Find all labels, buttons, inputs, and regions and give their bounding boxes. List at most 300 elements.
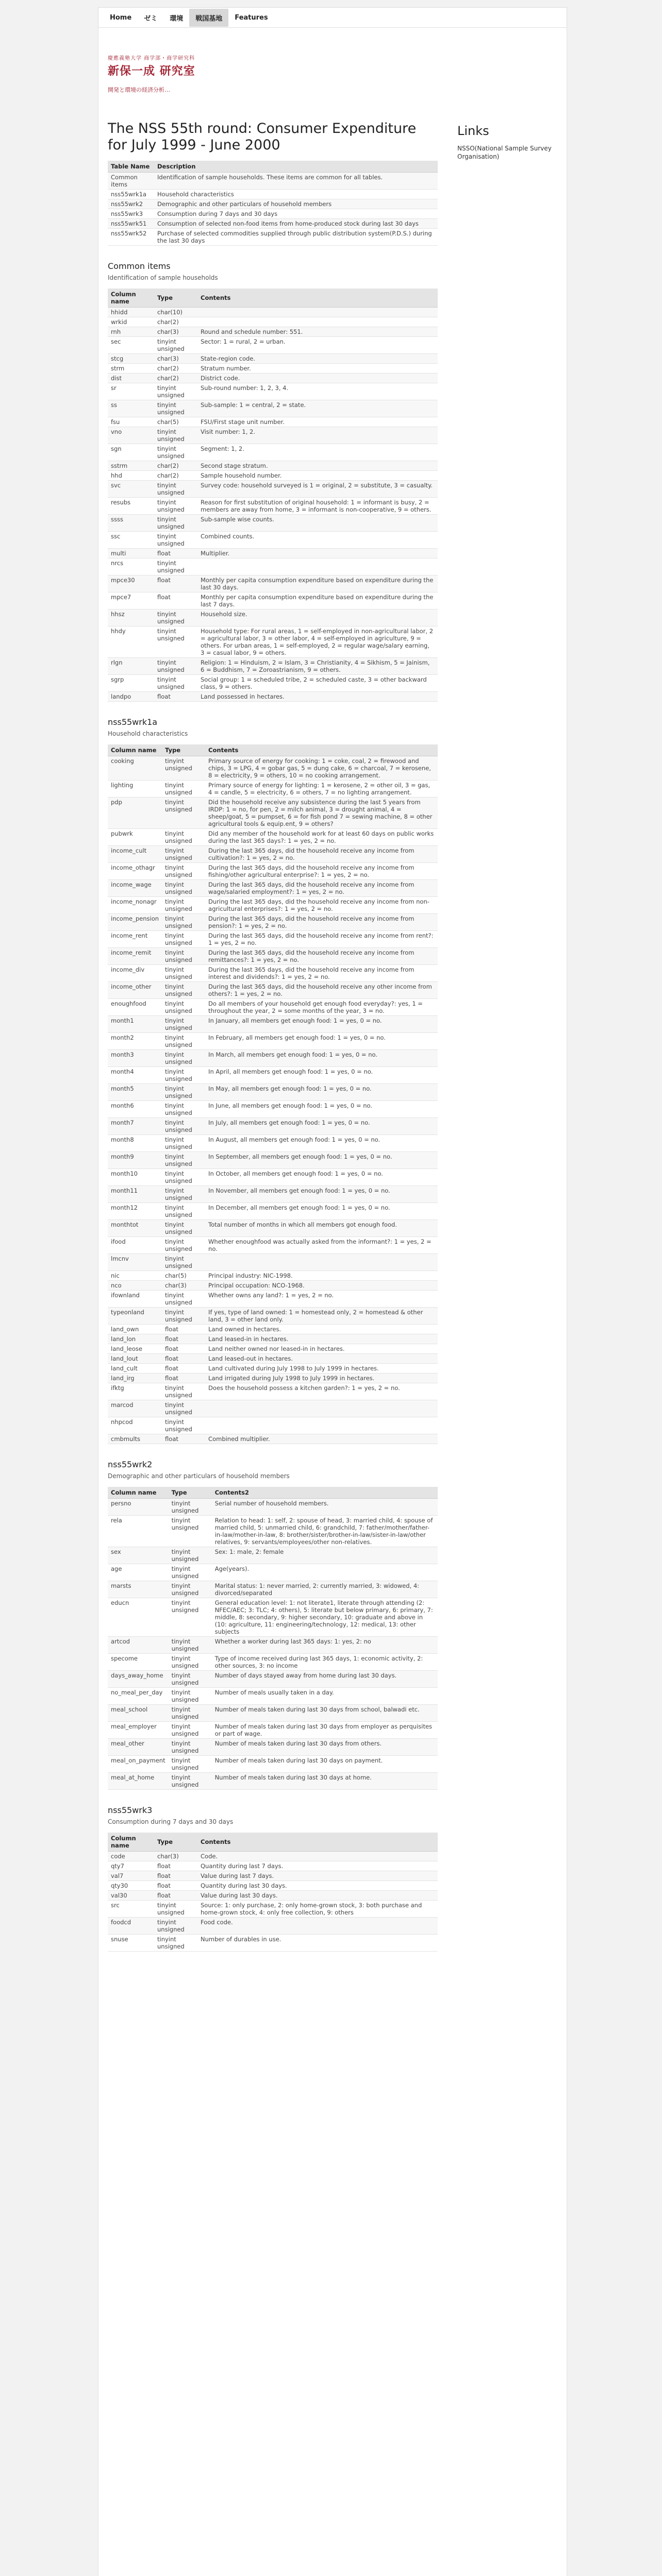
table-row: [108, 427, 438, 444]
table-cell: enoughfood: [108, 999, 162, 1016]
table-cell: monthtot: [108, 1220, 162, 1237]
table-cell: month12: [108, 1203, 162, 1220]
table-cell: tinyint unsigned: [162, 1383, 205, 1400]
table-cell: In May, all members get enough food: 1 = yes, 0 = no.: [205, 1084, 438, 1101]
table-cell: rela: [108, 1516, 169, 1547]
table-cell: General education level: 1: not literate1, literate through attending (2: NFEC/AEC; 3: TLC; 4: others), 5: literate but below primary, 6: primary, 7: middle, 8: secondary, 9: higher secondary, 10: graduate and above in (10: agriculture, 11: engineering/technology, 12: medical, 13: other subjects: [212, 1598, 438, 1637]
table-cell: Sub-round number: 1, 2, 3, 4.: [197, 383, 438, 400]
table-cell: tinyint unsigned: [162, 1050, 205, 1067]
table-cell: income_remit: [108, 948, 162, 965]
table-cell: income_nonagr: [108, 897, 162, 914]
table-row: [108, 1705, 438, 1722]
table-cell: float: [154, 1871, 197, 1881]
table-cell: tinyint unsigned: [162, 1400, 205, 1417]
table-row: [108, 675, 438, 692]
table-row: [108, 846, 438, 863]
nav-item[interactable]: 戦国基地: [189, 9, 228, 27]
table-cell: month7: [108, 1118, 162, 1135]
lab-logo[interactable]: [108, 54, 211, 105]
table-cell: income_rent: [108, 931, 162, 948]
table-cell: month11: [108, 1186, 162, 1203]
table-cell: tinyint unsigned: [162, 798, 205, 829]
main-nav: [98, 7, 567, 28]
logo-lab-name: 新保一成 研究室: [108, 64, 195, 78]
table-row: [108, 1637, 438, 1654]
table-row: [108, 1271, 438, 1281]
section-title: nss55wrk2: [108, 1460, 153, 1469]
table-cell: land_lon: [108, 1334, 162, 1344]
table-cell: tinyint unsigned: [162, 829, 205, 846]
table-row: [108, 1773, 438, 1790]
table-cell: Segment: 1, 2.: [197, 444, 438, 461]
table-cell: fsu: [108, 417, 154, 427]
table-cell: Sub-sample: 1 = central, 2 = state.: [197, 400, 438, 417]
table-cell: cooking: [108, 756, 162, 781]
table-cell: In March, all members get enough food: 1 = yes, 0 = no.: [205, 1050, 438, 1067]
table-cell: Age(years).: [212, 1564, 438, 1581]
table-row: [108, 1067, 438, 1084]
column-header: Column name: [108, 289, 154, 308]
table-cell: tinyint unsigned: [162, 781, 205, 798]
overview-table: [108, 161, 438, 246]
table-cell: tinyint unsigned: [169, 1773, 212, 1790]
table-cell: float: [162, 1334, 205, 1344]
table-row: [108, 383, 438, 400]
table-cell: Whether a worker during last 365 days: 1: yes, 2: no: [212, 1637, 438, 1654]
table-cell: tinyint unsigned: [162, 1237, 205, 1254]
table-cell: no_meal_per_day: [108, 1688, 169, 1705]
table-cell: Household size.: [197, 609, 438, 626]
table-cell: qty7: [108, 1861, 154, 1871]
table-cell: month4: [108, 1067, 162, 1084]
table-cell: char(2): [154, 317, 197, 327]
table-cell: float: [162, 1364, 205, 1374]
table-cell: income_other: [108, 982, 162, 999]
table-cell: Stratum number.: [197, 364, 438, 374]
table-cell: Do all members of your household get enough food everyday?: yes, 1 = throughout the year, 2 = some months of the year, 3 = no.: [205, 999, 438, 1016]
table-cell: During the last 365 days, did the household receive any income from remittances?: 1 = yes, 2 = no.: [205, 948, 438, 965]
table-cell: Land possessed in hectares.: [197, 692, 438, 702]
table-cell: [205, 1417, 438, 1434]
table-cell: tinyint unsigned: [154, 515, 197, 532]
table-cell: tinyint unsigned: [162, 982, 205, 999]
table-cell: Land owned in hectares.: [205, 1325, 438, 1334]
table-cell: tinyint unsigned: [154, 1918, 197, 1935]
table-cell: tinyint unsigned: [169, 1739, 212, 1756]
table-row: [108, 461, 438, 471]
table-cell: Number of meals taken during last 30 days from employer as perquisites or part of wage.: [212, 1722, 438, 1739]
table-row: [108, 756, 438, 781]
table-cell: Number of meals usually taken in a day.: [212, 1688, 438, 1705]
column-header: Contents: [197, 1833, 438, 1852]
table-cell: char(3): [154, 1852, 197, 1861]
table-cell: In October, all members get enough food: 1 = yes, 0 = no.: [205, 1169, 438, 1186]
table-row: [108, 658, 438, 675]
table-cell: Did any member of the household work for at least 60 days on public works during the last 365 days?: 1 = yes, 2 = no.: [205, 829, 438, 846]
column-header: Description: [154, 161, 438, 173]
table-cell: tinyint unsigned: [154, 1935, 197, 1952]
table-cell: Household characteristics: [154, 190, 438, 199]
table-cell: pdp: [108, 798, 162, 829]
table-cell: float: [154, 592, 197, 609]
table-cell: Food code.: [197, 1918, 438, 1935]
table-cell: float: [154, 1861, 197, 1871]
table-row: [108, 1935, 438, 1952]
table-row: [108, 1434, 438, 1444]
table-row: [108, 1852, 438, 1861]
table-cell: src: [108, 1901, 154, 1918]
table-cell: tinyint unsigned: [169, 1598, 212, 1637]
table-cell: tinyint unsigned: [169, 1688, 212, 1705]
table-cell: marcod: [108, 1400, 162, 1417]
table-row: [108, 1050, 438, 1067]
section-description: Consumption during 7 days and 30 days: [108, 1818, 234, 1825]
table-cell: meal_at_home: [108, 1773, 169, 1790]
table-cell: Serial number of household members.: [212, 1499, 438, 1516]
table-cell: float: [162, 1374, 205, 1383]
table-cell: Type of income received during last 365 days, 1: economic activity, 2: other sources, 3: no income: [212, 1654, 438, 1671]
table-cell: Principal industry: NIC-1998.: [205, 1271, 438, 1281]
table-row: [108, 417, 438, 427]
table-cell: income_wage: [108, 880, 162, 897]
table-cell: In November, all members get enough food: 1 = yes, 0 = no.: [205, 1186, 438, 1203]
table-cell: [197, 317, 438, 327]
table-cell: If yes, type of land owned: 1 = homestead only, 2 = homestead & other land, 3 = other land only.: [205, 1308, 438, 1325]
table-cell: nrcs: [108, 558, 154, 575]
table-row: [108, 364, 438, 374]
table-row: [108, 692, 438, 702]
table-cell: lighting: [108, 781, 162, 798]
table-row: [108, 374, 438, 383]
table-cell: Quantity during last 7 days.: [197, 1861, 438, 1871]
table-cell: Household type: For rural areas, 1 = self-employed in non-agricultural labor, 2 = agricultural labor, 3 = other labor, 4 = self-employed in agriculture, 9 = others. For urban areas, 1 = self-employed, 2 = regular wage/salary earning, 3 = casual labor, 9 = others.: [197, 626, 438, 658]
table-cell: During the last 365 days, did the household receive any income from fishing/other agricultural enterprise?: 1 = yes, 2 = no.: [205, 863, 438, 880]
table-cell: ifownland: [108, 1291, 162, 1308]
table-cell: Number of meals taken during last 30 days from school, balwadi etc.: [212, 1705, 438, 1722]
table-cell: persno: [108, 1499, 169, 1516]
table-cell: val7: [108, 1871, 154, 1881]
table-row: [108, 1118, 438, 1135]
section-description: Demographic and other particulars of household members: [108, 1472, 290, 1480]
table-row: [108, 1861, 438, 1871]
table-cell: ssc: [108, 532, 154, 549]
table-cell: During the last 365 days, did the household receive any income from pension?: 1 = yes, 2 = no.: [205, 914, 438, 931]
column-header: Type: [154, 289, 197, 308]
table-cell: Visit number: 1, 2.: [197, 427, 438, 444]
table-cell: During the last 365 days, did the household receive any income from rent?: 1 = yes, 2 = no.: [205, 931, 438, 948]
table-row: [108, 317, 438, 327]
table-row: [108, 982, 438, 999]
table-cell: pubwrk: [108, 829, 162, 846]
table-cell: Number of meals taken during last 30 days at home.: [212, 1773, 438, 1790]
table-cell: land_leose: [108, 1344, 162, 1354]
section-description: Identification of sample households: [108, 274, 218, 281]
table-row: [108, 1374, 438, 1383]
table-cell: Quantity during last 30 days.: [197, 1881, 438, 1891]
table-cell: tinyint unsigned: [162, 1203, 205, 1220]
table-cell: month1: [108, 1016, 162, 1033]
table-cell: sex: [108, 1547, 169, 1564]
table-cell: tinyint unsigned: [162, 863, 205, 880]
table-cell: float: [154, 1881, 197, 1891]
nav-item[interactable]: Features: [235, 13, 268, 22]
table-row: [108, 1671, 438, 1688]
table-row: [108, 1291, 438, 1308]
table-cell: Combined multiplier.: [205, 1434, 438, 1444]
table-cell: float: [162, 1344, 205, 1354]
table-cell: tinyint unsigned: [154, 626, 197, 658]
table-cell: Whether owns any land?: 1 = yes, 2 = no.: [205, 1291, 438, 1308]
table-row: [108, 1581, 438, 1598]
table-row: [108, 354, 438, 364]
table-cell: During the last 365 days, did the household receive any income from non-agricultural enterprises?: 1 = yes, 2 = no.: [205, 897, 438, 914]
table-cell: tinyint unsigned: [154, 609, 197, 626]
main-content: [108, 121, 438, 1967]
table-cell: Purchase of selected commodities supplied through public distribution system(P.D.S.) during the last 30 days: [154, 229, 438, 246]
table-cell: nss55wrk51: [108, 219, 154, 229]
table-row: [108, 626, 438, 658]
table-cell: nss55wrk2: [108, 199, 154, 209]
table-cell: char(5): [162, 1271, 205, 1281]
nss55wrk3-table: [108, 1833, 438, 1952]
table-cell: tinyint unsigned: [154, 658, 197, 675]
table-cell: land_irg: [108, 1374, 162, 1383]
table-cell: ifood: [108, 1237, 162, 1254]
table-cell: [205, 1254, 438, 1271]
table-row: [108, 308, 438, 317]
table-cell: tinyint unsigned: [162, 1417, 205, 1434]
table-cell: Land leased-in in hectares.: [205, 1334, 438, 1344]
table-cell: Source: 1: only purchase, 2: only home-grown stock, 3: both purchase and home-grown stock, 4: only free collection, 9: others: [197, 1901, 438, 1918]
table-cell: Sub-sample wise counts.: [197, 515, 438, 532]
table-cell: mpce30: [108, 575, 154, 592]
table-cell: tinyint unsigned: [154, 1901, 197, 1918]
table-cell: age: [108, 1564, 169, 1581]
table-cell: stcg: [108, 354, 154, 364]
table-cell: ss: [108, 400, 154, 417]
table-cell: typeonland: [108, 1308, 162, 1325]
table-cell: Land irrigated during July 1998 to July 1999 in hectares.: [205, 1374, 438, 1383]
table-row: [108, 481, 438, 498]
table-cell: nco: [108, 1281, 162, 1291]
table-cell: In December, all members get enough food: 1 = yes, 0 = no.: [205, 1203, 438, 1220]
table-cell: Number of meals taken during last 30 days on payment.: [212, 1756, 438, 1773]
table-row: [108, 1891, 438, 1901]
table-cell: ssss: [108, 515, 154, 532]
table-cell: tinyint unsigned: [162, 1152, 205, 1169]
table-row: [108, 1364, 438, 1374]
table-cell: State-region code.: [197, 354, 438, 364]
table-cell: land_own: [108, 1325, 162, 1334]
section-description: Household characteristics: [108, 730, 188, 737]
table-cell: mpce7: [108, 592, 154, 609]
table-cell: tinyint unsigned: [154, 532, 197, 549]
table-cell: tinyint unsigned: [154, 337, 197, 354]
table-cell: In June, all members get enough food: 1 = yes, 0 = no.: [205, 1101, 438, 1118]
nsso-link[interactable]: NSSO(National Sample Survey Organisation): [457, 145, 552, 160]
table-cell: tinyint unsigned: [162, 1084, 205, 1101]
table-cell: Survey code: household surveyed is 1 = original, 2 = substitute, 3 = casualty.: [197, 481, 438, 498]
table-cell: tinyint unsigned: [169, 1756, 212, 1773]
table-cell: tinyint unsigned: [162, 914, 205, 931]
table-row: [108, 229, 438, 246]
table-cell: tinyint unsigned: [169, 1581, 212, 1598]
table-row: [108, 1186, 438, 1203]
table-cell: tinyint unsigned: [154, 675, 197, 692]
table-row: [108, 219, 438, 229]
table-cell: Land leased-out in hectares.: [205, 1354, 438, 1364]
table-cell: vno: [108, 427, 154, 444]
table-cell: svc: [108, 481, 154, 498]
table-cell: wrkid: [108, 317, 154, 327]
table-row: [108, 897, 438, 914]
table-cell: Does the household possess a kitchen garden?: 1 = yes, 2 = no.: [205, 1383, 438, 1400]
table-row: [108, 173, 438, 190]
table-row: [108, 863, 438, 880]
table-row: [108, 1400, 438, 1417]
table-cell: Religion: 1 = Hinduism, 2 = Islam, 3 = Christianity, 4 = Sikhism, 5 = Jainism, 6 = Buddhism, 7 = Zoroastrianism, 9 = others.: [197, 658, 438, 675]
table-cell: tinyint unsigned: [162, 1254, 205, 1271]
table-cell: income_othagr: [108, 863, 162, 880]
column-header: Table Name: [108, 161, 154, 173]
table-cell: Land neither owned nor leased-in in hectares.: [205, 1344, 438, 1354]
table-cell: District code.: [197, 374, 438, 383]
table-row: [108, 1354, 438, 1364]
nss55wrk1a-table: [108, 744, 438, 1444]
table-row: [108, 1901, 438, 1918]
table-cell: sec: [108, 337, 154, 354]
table-row: [108, 1654, 438, 1671]
sidebar-title: Links: [457, 124, 489, 138]
table-cell: In July, all members get enough food: 1 = yes, 0 = no.: [205, 1118, 438, 1135]
table-cell: char(5): [154, 417, 197, 427]
table-row: [108, 931, 438, 948]
table-cell: tinyint unsigned: [162, 897, 205, 914]
table-cell: char(10): [154, 308, 197, 317]
table-row: [108, 558, 438, 575]
table-cell: Reason for first substitution of original household: 1 = informant is busy, 2 = members are away from home, 3 = informant is non-cooperative, 9 = others.: [197, 498, 438, 515]
table-cell: tinyint unsigned: [154, 498, 197, 515]
table-cell: FSU/First stage unit number.: [197, 417, 438, 427]
column-header: Type: [154, 1833, 197, 1852]
table-cell: Sex: 1: male, 2: female: [212, 1547, 438, 1564]
table-cell: month9: [108, 1152, 162, 1169]
table-cell: Land cultivated during July 1998 to July 1999 in hectares.: [205, 1364, 438, 1374]
table-cell: meal_employer: [108, 1722, 169, 1739]
table-cell: tinyint unsigned: [162, 931, 205, 948]
nav-item[interactable]: Home: [110, 13, 132, 22]
table-row: [108, 199, 438, 209]
table-cell: Code.: [197, 1852, 438, 1861]
table-cell: Social group: 1 = scheduled tribe, 2 = scheduled caste, 3 = other backward class, 9 = others.: [197, 675, 438, 692]
table-cell: During the last 365 days, did the household receive any other income from others?: 1 = yes, 2 = no.: [205, 982, 438, 999]
table-row: [108, 209, 438, 219]
table-cell: tinyint unsigned: [162, 1291, 205, 1308]
table-cell: tinyint unsigned: [162, 1169, 205, 1186]
table-row: [108, 1564, 438, 1581]
table-row: [108, 1383, 438, 1400]
page-container: [98, 28, 567, 2576]
table-cell: tinyint unsigned: [162, 1135, 205, 1152]
column-header: Type: [169, 1487, 212, 1499]
table-cell: char(2): [154, 461, 197, 471]
table-row: [108, 575, 438, 592]
table-cell: char(3): [154, 327, 197, 337]
table-row: [108, 1101, 438, 1118]
table-cell: nss55wrk52: [108, 229, 154, 246]
table-cell: char(3): [154, 354, 197, 364]
table-cell: tinyint unsigned: [162, 1220, 205, 1237]
table-cell: During the last 365 days, did the household receive any income from cultivation?: 1 = yes, 2 = no.: [205, 846, 438, 863]
table-cell: land_cult: [108, 1364, 162, 1374]
table-cell: Monthly per capita consumption expenditure based on expenditure during the last 30 days.: [197, 575, 438, 592]
table-cell: [197, 558, 438, 575]
table-row: [108, 1334, 438, 1344]
nss55wrk2-table: [108, 1487, 438, 1790]
section-title: nss55wrk3: [108, 1805, 153, 1815]
table-cell: tinyint unsigned: [169, 1654, 212, 1671]
table-row: [108, 1688, 438, 1705]
column-header: Contents2: [212, 1487, 438, 1499]
table-row: [108, 1203, 438, 1220]
table-row: [108, 400, 438, 417]
column-header: Contents: [205, 744, 438, 756]
table-cell: days_away_home: [108, 1671, 169, 1688]
section-title: nss55wrk1a: [108, 717, 158, 727]
table-cell: Monthly per capita consumption expenditure based on expenditure during the last 7 days.: [197, 592, 438, 609]
table-cell: tinyint unsigned: [162, 880, 205, 897]
table-cell: float: [162, 1325, 205, 1334]
table-row: [108, 444, 438, 461]
table-row: [108, 1722, 438, 1739]
sidebar: [457, 124, 555, 161]
nav-item[interactable]: 環境: [170, 14, 184, 23]
table-cell: educn: [108, 1598, 169, 1637]
table-cell: meal_on_payment: [108, 1756, 169, 1773]
table-cell: tinyint unsigned: [169, 1705, 212, 1722]
table-cell: code: [108, 1852, 154, 1861]
table-cell: In April, all members get enough food: 1 = yes, 0 = no.: [205, 1067, 438, 1084]
table-cell: meal_other: [108, 1739, 169, 1756]
table-cell: qty30: [108, 1881, 154, 1891]
table-cell: Sample household number.: [197, 471, 438, 481]
table-cell: In August, all members get enough food: 1 = yes, 0 = no.: [205, 1135, 438, 1152]
table-cell: Primary source of energy for cooking: 1 = coke, coal, 2 = firewood and chips, 3 = LPG, 4 = gobar gas, 5 = dung cake, 6 = charcoal, 7 = kerosene, 8 = electricity, 9 = others, 10 = no cooking arrangement.: [205, 756, 438, 781]
table-cell: float: [154, 575, 197, 592]
table-cell: hhidd: [108, 308, 154, 317]
table-cell: income_cult: [108, 846, 162, 863]
table-row: [108, 914, 438, 931]
table-cell: month6: [108, 1101, 162, 1118]
table-cell: nic: [108, 1271, 162, 1281]
table-cell: tinyint unsigned: [154, 444, 197, 461]
table-cell: During the last 365 days, did the household receive any income from interest and dividends?: 1 = yes, 2 = no.: [205, 965, 438, 982]
table-row: [108, 592, 438, 609]
logo-university: 慶應義塾大学 商学部・商学研究科: [108, 56, 195, 61]
table-cell: meal_school: [108, 1705, 169, 1722]
table-cell: tinyint unsigned: [169, 1547, 212, 1564]
table-cell: float: [154, 1891, 197, 1901]
table-cell: month5: [108, 1084, 162, 1101]
table-cell: tinyint unsigned: [154, 427, 197, 444]
table-row: [108, 532, 438, 549]
table-row: [108, 829, 438, 846]
table-row: [108, 1547, 438, 1564]
nav-item[interactable]: ゼミ: [144, 14, 158, 23]
table-cell: month2: [108, 1033, 162, 1050]
table-cell: tinyint unsigned: [162, 948, 205, 965]
table-cell: val30: [108, 1891, 154, 1901]
